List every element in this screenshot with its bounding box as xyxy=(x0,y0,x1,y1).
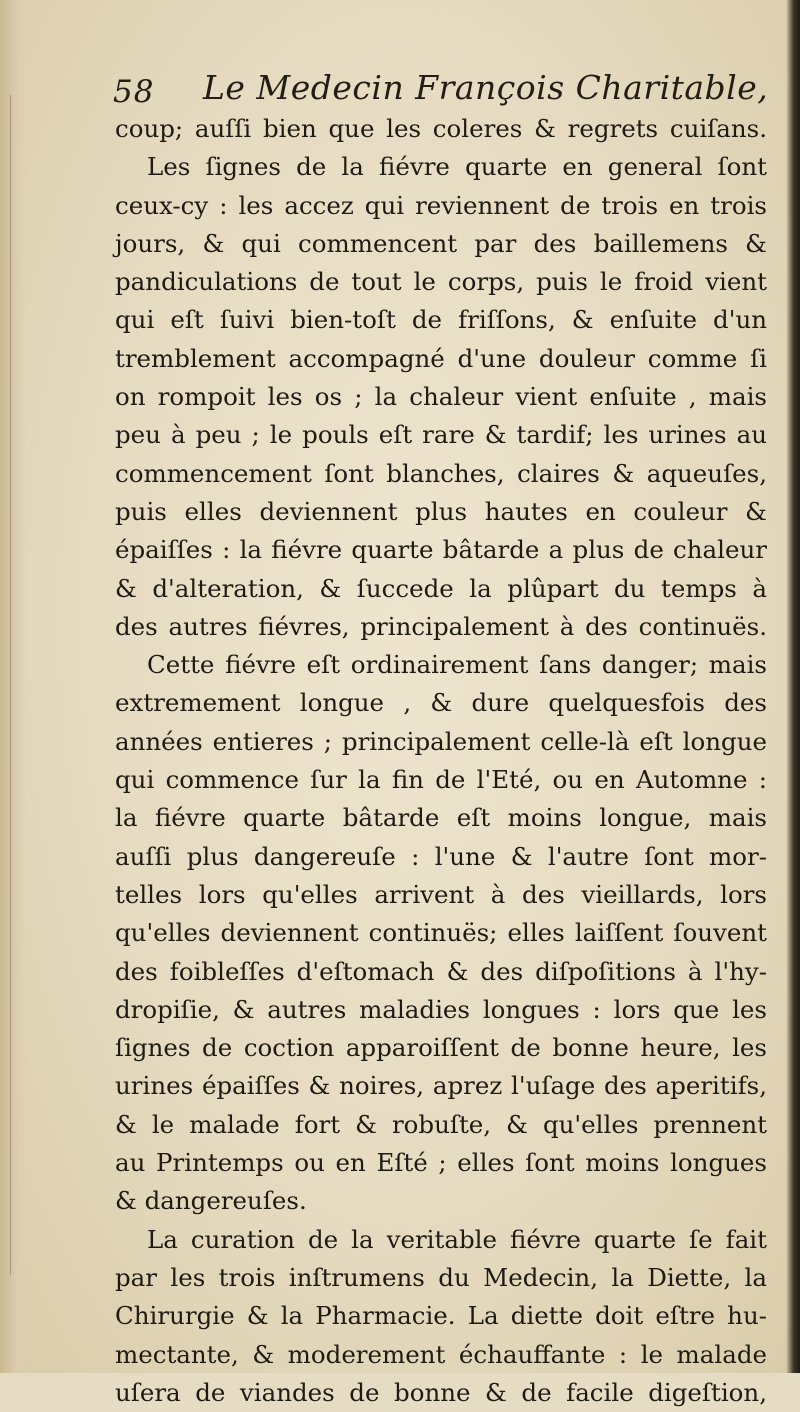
left-margin-rule xyxy=(10,95,11,1275)
text-line: pandiculations de tout le corps, puis le froid vient xyxy=(115,267,767,297)
text-line: puis elles deviennent plus hautes en couleur & xyxy=(115,496,767,526)
text-line: urines épaiſſes & noires, aprez l'uſage des aperitifs, xyxy=(115,1071,767,1101)
text-line: auſſi plus dangereuſe : l'une & l'autre ſont mor- xyxy=(115,841,767,871)
text-line: peu à peu ; le pouls eſt rare & tardif; les urines au xyxy=(115,420,767,450)
text-line: coup; auſſi bien que les coleres & regrets cuiſans. xyxy=(115,114,767,143)
text-line: par les trois inſtrumens du Medecin, la Diette, la xyxy=(115,1262,767,1292)
text-line: dropiſie, & autres maladies longues : lors que les xyxy=(115,994,767,1024)
running-title: Le Medecin François Charitable, xyxy=(203,68,769,107)
text-line: extremement longue , & dure quelquesfois des xyxy=(115,688,767,718)
text-line: la fiévre quarte bâtarde eſt moins longue, mais xyxy=(115,803,767,833)
text-line: Cette fiévre eſt ordinairement ſans danger; mais xyxy=(147,650,767,680)
text-line: jours, & qui commencent par des baillemens & xyxy=(115,228,767,258)
text-line: Chirurgie & la Pharmacie. La diette doit eſtre hu- xyxy=(115,1301,767,1331)
text-line: ſignes de coction apparoiſſent de bonne heure, les xyxy=(115,1033,767,1063)
text-line: ceux-cy : les accez qui reviennent de trois en trois xyxy=(115,190,767,220)
page-right-edge xyxy=(786,0,800,1373)
text-line: mectante, & moderement échauffante : le malade xyxy=(115,1339,767,1369)
text-line: Les ſignes de la fiévre quarte en general ſont xyxy=(147,152,767,182)
text-line: & dangereuſes. xyxy=(115,1186,307,1216)
text-line: commencement ſont blanches, claires & aqueuſes, xyxy=(115,458,767,488)
text-line: uſera de viandes de bonne & de facile digeſtion, xyxy=(115,1377,767,1407)
text-line: qui eſt ſuivi bien-toſt de friſſons, & enſuite d'un xyxy=(115,305,767,335)
text-line: des foibleſſes d'eſtomach & des diſpoſitions à l'hy- xyxy=(115,956,767,986)
text-line: & le malade fort & robuſte, & qu'elles prennent xyxy=(115,1109,767,1139)
text-line: années entieres ; principalement celle-là eſt longue xyxy=(115,726,767,756)
text-line: La curation de la veritable fiévre quarte ſe fait xyxy=(147,1224,767,1254)
text-line: qu'elles deviennent continuës; elles laiſſent ſouvent xyxy=(115,918,767,948)
text-line: & d'alteration, & ſuccede la plûpart du temps à xyxy=(115,573,767,603)
text-line: tremblement accompagné d'une douleur comme ſi xyxy=(115,343,767,373)
text-line: on rompoit les os ; la chaleur vient enſuite , mais xyxy=(115,382,767,412)
text-line: des autres fiévres, principalement à des continuës. xyxy=(115,611,767,641)
text-line: qui commence ſur la fin de l'Eté, ou en Automne : xyxy=(115,765,767,795)
text-line: épaiſſes : la fiévre quarte bâtarde a plus de chaleur xyxy=(115,535,767,565)
page-gutter-shadow xyxy=(0,0,26,1373)
page-number: 58 xyxy=(113,74,155,110)
body-text xyxy=(115,110,767,1412)
text-line: au Printemps ou en Eſté ; elles ſont moins longues xyxy=(115,1148,767,1178)
text-line: telles lors qu'elles arrivent à des vieillards, lors xyxy=(115,879,767,909)
